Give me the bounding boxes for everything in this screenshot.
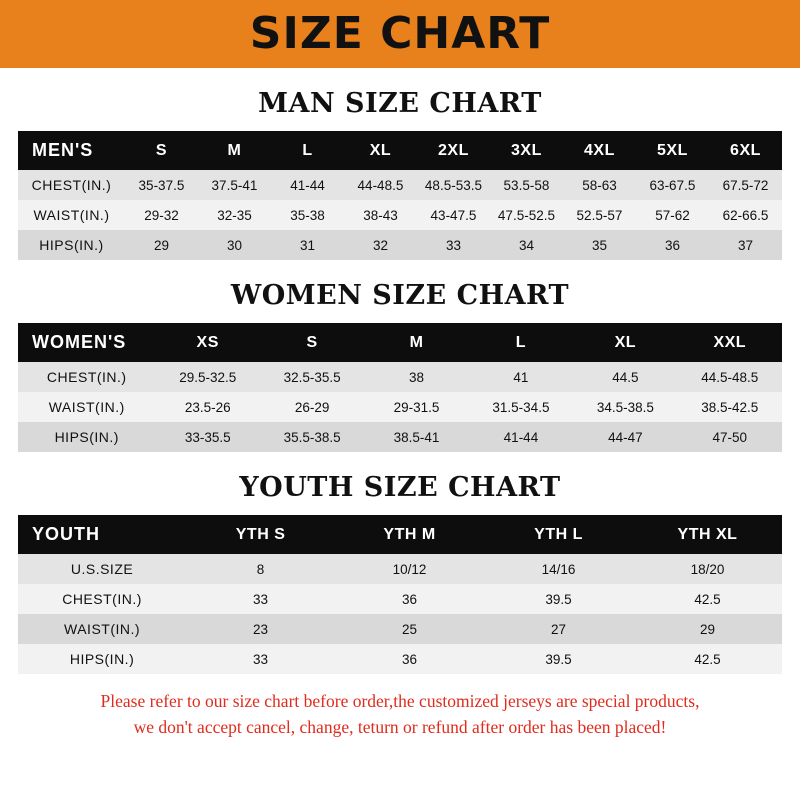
table-row bbox=[18, 584, 782, 614]
row-label: WAIST(IN.) bbox=[33, 207, 110, 223]
table-cell: 33-35.5 bbox=[184, 429, 231, 445]
column-header: XS bbox=[196, 333, 219, 351]
table-cell: 47.5-52.5 bbox=[497, 207, 555, 223]
row-label: HIPS(IN.) bbox=[54, 429, 119, 445]
table-cell: 30 bbox=[226, 237, 242, 253]
table-cell: 29.5-32.5 bbox=[179, 369, 237, 385]
table-cell: 8 bbox=[256, 561, 265, 577]
column-header: S bbox=[306, 333, 318, 351]
table-cell: 39.5 bbox=[545, 651, 572, 667]
table-cell: 57-62 bbox=[655, 207, 690, 223]
table-cell: 33 bbox=[253, 591, 269, 607]
table-cell: 29-31.5 bbox=[393, 399, 440, 415]
page-title: SIZE CHART bbox=[249, 8, 551, 59]
men-section-title: MAN SIZE CHART bbox=[258, 88, 542, 119]
table-cell: 27 bbox=[550, 621, 567, 637]
table-header-row bbox=[18, 515, 782, 554]
column-header: YTH S bbox=[235, 525, 286, 543]
table-cell: 39.5 bbox=[545, 591, 572, 607]
table-cell: 26-29 bbox=[294, 399, 330, 415]
table-row bbox=[18, 614, 782, 644]
table-header-row bbox=[18, 323, 782, 362]
column-header: XL bbox=[369, 141, 392, 159]
table-cell: 32.5-35.5 bbox=[283, 369, 341, 385]
table-cell: 36 bbox=[664, 237, 680, 253]
table-cell: 38.5-42.5 bbox=[701, 399, 759, 415]
table-cell: 31.5-34.5 bbox=[492, 399, 550, 415]
table-row bbox=[18, 554, 782, 584]
table-cell: 48.5-53.5 bbox=[424, 177, 482, 193]
row-label: CHEST(IN.) bbox=[31, 177, 112, 193]
table-row bbox=[18, 230, 782, 260]
column-header: M bbox=[409, 333, 424, 351]
table-cell: 29 bbox=[153, 237, 169, 253]
table-cell: 44-48.5 bbox=[357, 177, 404, 193]
table-cell: 35 bbox=[591, 237, 607, 253]
table-cell: 36 bbox=[402, 591, 418, 607]
column-header: XXL bbox=[713, 333, 747, 351]
table-cell: 62-66.5 bbox=[722, 207, 769, 223]
column-header: L bbox=[302, 141, 313, 159]
table-cell: 44.5-48.5 bbox=[701, 369, 759, 385]
row-label: CHEST(IN.) bbox=[46, 369, 127, 385]
table-cell: 35-38 bbox=[290, 207, 325, 223]
table-cell: 67.5-72 bbox=[722, 177, 769, 193]
table-cell: 33 bbox=[445, 237, 461, 253]
column-header: YTH L bbox=[534, 525, 583, 543]
table-row bbox=[18, 422, 782, 452]
table-cell: 58-63 bbox=[582, 177, 617, 193]
column-header: 4XL bbox=[584, 141, 615, 159]
column-header: 3XL bbox=[511, 141, 542, 159]
column-header: MEN'S bbox=[32, 140, 94, 160]
table-cell: 41-44 bbox=[503, 429, 539, 445]
table-cell: 32-35 bbox=[217, 207, 252, 223]
column-header: S bbox=[155, 141, 168, 159]
table-row bbox=[18, 392, 782, 422]
row-label: U.S.SIZE bbox=[70, 561, 134, 577]
table-cell: 32 bbox=[372, 237, 388, 253]
table-row bbox=[18, 200, 782, 230]
youth-section-title: YOUTH SIZE CHART bbox=[239, 472, 561, 503]
table-cell: 44-47 bbox=[608, 429, 643, 445]
column-header: YOUTH bbox=[32, 524, 100, 544]
table-cell: 36 bbox=[402, 651, 418, 667]
table-row bbox=[18, 170, 782, 200]
column-header: 6XL bbox=[730, 141, 761, 159]
footer-note-line-2: we don't accept cancel, change, teturn or refund after order has been placed! bbox=[133, 717, 667, 738]
table-cell: 53.5-58 bbox=[503, 177, 550, 193]
table-cell: 35-37.5 bbox=[138, 177, 185, 193]
table-cell: 34.5-38.5 bbox=[596, 399, 654, 415]
table-cell: 10/12 bbox=[392, 561, 427, 577]
column-header: YTH XL bbox=[677, 525, 738, 543]
column-header: XL bbox=[614, 333, 637, 351]
column-header: M bbox=[227, 141, 242, 159]
table-cell: 38 bbox=[409, 369, 425, 385]
table-cell: 14/16 bbox=[541, 561, 576, 577]
table-cell: 23 bbox=[253, 621, 269, 637]
table-cell: 63-67.5 bbox=[649, 177, 696, 193]
row-label: CHEST(IN.) bbox=[62, 591, 142, 607]
table-cell: 18/20 bbox=[690, 561, 725, 577]
table-cell: 25 bbox=[402, 621, 418, 637]
table-cell: 29 bbox=[699, 621, 715, 637]
table-cell: 42.5 bbox=[694, 651, 721, 667]
table-cell: 31 bbox=[299, 237, 315, 253]
table-cell: 41-44 bbox=[290, 177, 325, 193]
column-header: 5XL bbox=[657, 141, 688, 159]
table-cell: 35.5-38.5 bbox=[283, 429, 341, 445]
table-cell: 38.5-41 bbox=[393, 429, 440, 445]
table-row bbox=[18, 362, 782, 392]
table-cell: 41 bbox=[513, 369, 529, 385]
column-header: WOMEN'S bbox=[32, 332, 127, 352]
footer-note-line-1: Please refer to our size chart before order,the customized jerseys are special products, bbox=[100, 691, 700, 711]
table-cell: 37 bbox=[737, 237, 753, 253]
table-cell: 33 bbox=[253, 651, 269, 667]
table-cell: 44.5 bbox=[612, 369, 639, 385]
table-cell: 52.5-57 bbox=[576, 207, 623, 223]
content-area bbox=[0, 88, 800, 741]
row-label: HIPS(IN.) bbox=[69, 651, 135, 667]
table-cell: 34 bbox=[518, 237, 534, 253]
header-band bbox=[0, 0, 800, 68]
column-header: 2XL bbox=[438, 141, 469, 159]
table-cell: 37.5-41 bbox=[211, 177, 258, 193]
table-cell: 38-43 bbox=[363, 207, 398, 223]
column-header: YTH M bbox=[383, 525, 436, 543]
table-cell: 23.5-26 bbox=[184, 399, 231, 415]
women-section-title: WOMEN SIZE CHART bbox=[230, 280, 570, 311]
column-header: L bbox=[515, 333, 527, 351]
table-cell: 43-47.5 bbox=[430, 207, 477, 223]
row-label: HIPS(IN.) bbox=[39, 237, 104, 253]
row-label: WAIST(IN.) bbox=[48, 399, 125, 415]
footer-note bbox=[18, 688, 782, 741]
women-size-table bbox=[18, 323, 782, 452]
table-cell: 29-32 bbox=[144, 207, 179, 223]
men-size-table bbox=[18, 131, 782, 260]
table-row bbox=[18, 644, 782, 674]
table-cell: 42.5 bbox=[694, 591, 721, 607]
table-cell: 47-50 bbox=[712, 429, 748, 445]
row-label: WAIST(IN.) bbox=[64, 621, 141, 637]
table-header-row bbox=[18, 131, 782, 170]
youth-size-table bbox=[18, 515, 782, 674]
